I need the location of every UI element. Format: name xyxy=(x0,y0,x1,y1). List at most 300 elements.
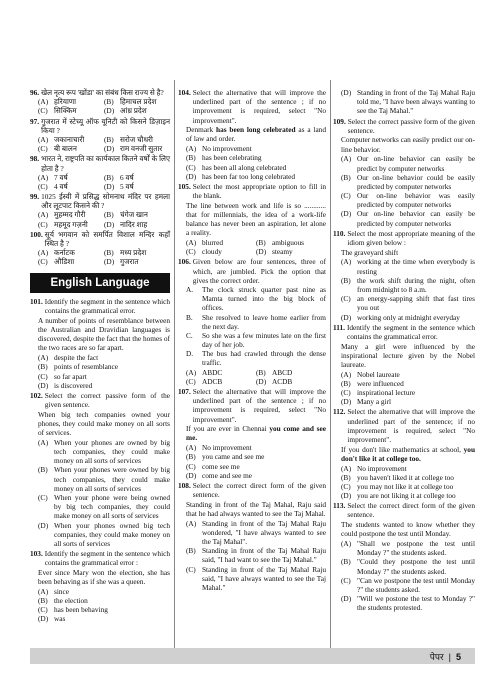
answer-option xyxy=(38,135,104,144)
answer-option xyxy=(186,153,326,162)
question-head xyxy=(333,323,475,341)
option-text: working at the time when everybody is resting xyxy=(357,257,475,276)
option-text: an energy-sapping shift that fast tires you out xyxy=(357,294,475,313)
question-head xyxy=(30,154,170,172)
answer-option xyxy=(341,388,475,397)
option-text: Many a girl xyxy=(357,397,392,407)
question-number: 102. xyxy=(30,390,43,400)
option-key: (D) xyxy=(256,376,267,386)
option-key: (B) xyxy=(341,472,351,482)
question-head xyxy=(30,391,170,409)
question-head xyxy=(30,117,170,135)
question-passage: Many a girl were influenced by the inspirational lecture given by the Nobel laureate. xyxy=(341,341,475,369)
option-text: has been far too long celebrated xyxy=(202,171,295,181)
question-number: 104. xyxy=(178,88,191,97)
option-key: (C) xyxy=(186,376,196,386)
option-key: B. xyxy=(186,312,193,322)
option-key: (D) xyxy=(341,491,352,501)
option-text: Our on-line behavior was easily predicted by computer networks xyxy=(357,191,475,210)
answer-option xyxy=(38,362,170,371)
option-text: गुजरात xyxy=(120,257,139,267)
option-text: points of resemblance xyxy=(54,362,119,372)
answer-option xyxy=(104,257,170,266)
option-key: (C) xyxy=(38,181,48,191)
option-text: has been all along celebrated xyxy=(202,162,287,172)
option-key: (D) xyxy=(341,312,352,322)
question-passage: The graveyard shift xyxy=(341,247,399,257)
option-text: steamy xyxy=(272,247,293,257)
question-number: 96. xyxy=(30,88,40,97)
option-key: (B) xyxy=(186,546,196,556)
column-divider xyxy=(330,80,331,650)
option-text: When your phones were owned by big tech companies, they could make money on all sorts of services xyxy=(54,465,170,493)
question-head xyxy=(30,88,170,97)
question xyxy=(30,230,170,267)
option-grid xyxy=(186,238,326,256)
option-text: were influenced xyxy=(357,378,404,388)
option-text: ACDB xyxy=(272,376,293,386)
option-key: (B) xyxy=(256,367,266,377)
question-text: Identify the segment in the sentence which contains the grammatical error : xyxy=(44,549,170,568)
question-head xyxy=(178,257,326,285)
option-key: (C) xyxy=(38,492,48,502)
answer-option xyxy=(186,546,326,564)
question-passage: Ever since Mary won the election, she has been behaving as if she was a queen. xyxy=(38,567,170,587)
answer-option xyxy=(186,443,326,452)
answer-option xyxy=(38,465,170,493)
answer-option xyxy=(38,353,170,362)
question-passage: Computer networks can easily predict our on-line behavior. xyxy=(341,135,475,154)
footer-page-label: पेपर | 5 xyxy=(429,652,461,662)
option-text: Standing in front of the Taj Mahal Raju said, "I had want to see the Taj Mahal." xyxy=(202,546,326,565)
question-passage: Denmark has been long celebrated as a land of law and order. xyxy=(186,125,326,144)
answer-option xyxy=(341,191,475,209)
option-key: (C) xyxy=(38,257,48,267)
option-key: (D) xyxy=(104,181,115,191)
option-text: The bus had crawled through the dense traffic. xyxy=(202,349,326,368)
question-passage: When big tech companies owned your phones, they could make money on all sorts of services. xyxy=(38,409,170,438)
answer-option xyxy=(186,172,326,181)
option-key: (B) xyxy=(38,362,48,372)
option-text: मध्य प्रदेश xyxy=(120,248,147,258)
option-key: (B) xyxy=(256,238,266,247)
option-key: (A) xyxy=(38,97,49,107)
answer-option xyxy=(341,276,475,294)
option-text: Standing in front of the Taj Mahal Raju wondered, "I have always wanted to see the Taj Mahal". xyxy=(202,518,326,546)
question-text: भारत ने, राष्ट्रपति का कार्यकाल कितने वर्षों के लिए होता है ? xyxy=(41,154,170,173)
option-key: (B) xyxy=(341,172,351,182)
question xyxy=(333,88,475,116)
answer-option xyxy=(341,576,475,594)
answer-option xyxy=(186,471,326,480)
option-key: (B) xyxy=(186,452,196,462)
answer-option xyxy=(341,257,475,275)
option-key: (D) xyxy=(186,470,197,480)
option-key: (A) xyxy=(186,367,197,377)
option-text: 4 वर्ष xyxy=(54,181,68,191)
answer-option xyxy=(186,462,326,471)
option-key: (A) xyxy=(38,353,49,363)
section-banner: English Language xyxy=(30,273,170,293)
option-key: (B) xyxy=(341,275,351,285)
question-number: 110. xyxy=(333,228,346,238)
answer-option xyxy=(104,106,170,115)
option-text: since xyxy=(54,586,69,596)
answer-option xyxy=(38,587,170,596)
question-text: 1025 ईस्वी में प्रसिद्ध सोमनाथ मंदिर पर हमला और लूटपाट किसने की ? xyxy=(41,192,170,211)
question xyxy=(178,182,326,257)
answer-option xyxy=(256,247,326,256)
option-key: (D) xyxy=(104,219,115,229)
option-text: 6 वर्ष xyxy=(120,172,134,182)
option-text: the work shift during the night, often from midnight to 8 a.m. xyxy=(357,275,475,294)
option-key: (C) xyxy=(38,371,48,381)
question-text: Select the alternative that will improve the underlined part of the sentence; if no improvement is required, select "No improvement". xyxy=(347,407,475,444)
option-text: महमूद गज़नी xyxy=(54,219,88,229)
option-text: despite the fact xyxy=(54,353,99,363)
question-head xyxy=(333,501,475,519)
answer-option xyxy=(341,557,475,575)
answer-option xyxy=(186,163,326,172)
option-key: (B) xyxy=(104,210,114,220)
option-text: so far apart xyxy=(54,371,87,381)
option-text: Our on-line behavior can easily be predicted by computer networks xyxy=(357,209,475,228)
option-key: (B) xyxy=(104,248,114,258)
question-passage: The students wanted to know whether they could postpone the test until Monday. xyxy=(341,520,475,539)
option-key: (D) xyxy=(104,144,115,154)
page-footer xyxy=(30,648,475,664)
option-key: (C) xyxy=(341,481,351,491)
english-questions-left xyxy=(30,297,170,624)
option-text: inspirational lecture xyxy=(357,388,416,397)
option-text: ABDC xyxy=(202,367,223,377)
question xyxy=(30,88,170,116)
option-key: (A) xyxy=(38,210,49,220)
option-text: you are not liking it at college too xyxy=(357,491,456,501)
option-text: No improvement xyxy=(357,463,407,473)
question-number: 97. xyxy=(30,116,40,126)
option-text: हरियाणा xyxy=(54,97,77,107)
option-text: ambiguous xyxy=(272,238,305,247)
answer-option xyxy=(341,209,475,227)
option-key: (D) xyxy=(341,209,352,219)
option-key: (C) xyxy=(38,106,48,116)
column-right xyxy=(333,88,475,614)
option-text: ABCD xyxy=(272,367,293,377)
option-key: (D) xyxy=(38,520,49,530)
answer-option xyxy=(186,238,256,247)
answer-option xyxy=(341,294,475,312)
answer-option xyxy=(38,381,170,390)
question xyxy=(178,481,326,592)
option-text: has been behaving xyxy=(54,605,108,615)
question-text: Select the alternative that will improve the underlined part of the sentence ; if no improvement is required, select "No improvement". xyxy=(192,88,326,125)
answer-option xyxy=(104,220,170,229)
question-number: 108. xyxy=(178,480,191,490)
answer-option xyxy=(38,438,170,466)
question-head xyxy=(333,229,475,247)
option-key: (C) xyxy=(186,564,196,574)
column-divider xyxy=(174,80,175,650)
question-head xyxy=(30,549,170,567)
answer-option xyxy=(256,377,326,386)
option-text: औडिशा xyxy=(54,257,75,267)
option-grid xyxy=(38,97,170,115)
option-text: Standing in front of the Taj Mahal Raju told me, "I have been always wanting to see the Taj Mahal." xyxy=(357,88,475,116)
question-text: Select the correct passive form of the given sentence. xyxy=(347,116,475,135)
answer-option xyxy=(38,372,170,381)
option-text: cloudy xyxy=(202,247,222,257)
answer-option xyxy=(341,173,475,191)
page-number: 5 xyxy=(455,652,461,662)
option-key: (A) xyxy=(341,539,352,548)
question-passage: A number of points of resemblance between the Australian and Dravidian languages is discovered, despite the fact that the homes of the two races are so far apart. xyxy=(38,315,170,353)
question-number: 103. xyxy=(30,549,43,559)
answer-option xyxy=(38,596,170,605)
answer-option xyxy=(186,285,326,313)
option-key: (A) xyxy=(341,257,352,267)
answer-option xyxy=(186,349,326,367)
option-text: आंध्र प्रदेश xyxy=(120,106,147,116)
option-key: (C) xyxy=(341,388,351,397)
answer-option xyxy=(38,605,170,614)
question xyxy=(178,257,326,386)
footer-label: पेपर xyxy=(429,652,444,662)
answer-option xyxy=(186,144,326,153)
option-key: (C) xyxy=(341,294,351,304)
question-head xyxy=(178,387,326,424)
question-number: 107. xyxy=(178,387,191,396)
option-key: (A) xyxy=(38,172,49,182)
question xyxy=(30,154,170,191)
option-text: was xyxy=(54,614,66,624)
question-head xyxy=(30,297,170,315)
option-key: (D) xyxy=(104,257,115,267)
question-number: 100. xyxy=(30,229,43,239)
option-text: No improvement xyxy=(202,443,252,453)
option-key: (D) xyxy=(341,594,352,604)
answer-option xyxy=(186,377,256,386)
answer-option xyxy=(341,491,475,500)
option-grid xyxy=(38,210,170,228)
option-text: Nobel laureate xyxy=(357,369,400,379)
option-key: (A) xyxy=(341,154,352,164)
answer-option xyxy=(186,331,326,349)
column-middle xyxy=(178,88,326,593)
answer-option xyxy=(104,248,170,257)
option-key: (A) xyxy=(38,134,49,144)
option-grid xyxy=(186,368,326,386)
answer-option xyxy=(341,397,475,406)
question-text: Select the correct direct form of the given sentence. xyxy=(192,480,326,500)
answer-option xyxy=(341,594,475,612)
option-text: So she was a few minutes late on the first day of her job. xyxy=(202,330,326,350)
answer-option xyxy=(38,144,104,153)
answer-option xyxy=(341,154,475,172)
question-passage: The line between work and life is so ............ that for millennials, the idea of a work-life balance has never been an aspiration, let alone a reality. xyxy=(186,200,326,238)
question-text: खेल नृत्य रूप 'खोंडा' का संबंध किस राज्य से है? xyxy=(41,88,164,97)
question xyxy=(178,88,326,181)
option-key: (A) xyxy=(341,463,352,473)
option-key: (C) xyxy=(186,461,196,471)
answer-option xyxy=(341,370,475,379)
question-number: 105. xyxy=(178,181,191,191)
option-key: (A) xyxy=(186,443,197,453)
question-head xyxy=(178,182,326,200)
answer-option xyxy=(104,144,170,153)
option-key: (D) xyxy=(38,380,49,390)
answer-option xyxy=(104,97,170,106)
option-key: (D) xyxy=(341,88,352,97)
answer-option xyxy=(341,88,475,116)
question-number: 99. xyxy=(30,192,40,202)
question-text: Select the most appropriate option to fill in the blank. xyxy=(192,181,326,201)
answer-option xyxy=(341,473,475,482)
option-key: (A) xyxy=(186,518,197,528)
question-head xyxy=(333,117,475,135)
question-text: सूर्य भगवान को समर्पित विशाल मन्दिर कहाँ स्थित है ? xyxy=(44,229,170,248)
option-key: C. xyxy=(186,330,193,340)
option-text: चंगेज खान xyxy=(120,210,148,220)
question-text: Select the correct passive form of the given sentence. xyxy=(44,390,170,410)
question-text: Select the correct direct form of the given sentence. xyxy=(347,501,475,520)
answer-option xyxy=(38,614,170,623)
option-key: (D) xyxy=(104,106,115,116)
answer-option xyxy=(38,97,104,106)
question xyxy=(333,229,475,322)
option-key: (C) xyxy=(38,605,48,615)
question-text: Select the alternative that will improve the underlined part of the sentence ; if no improvement is required, select "No improvement". xyxy=(192,387,326,424)
option-text: No improvement xyxy=(202,144,252,154)
option-key: (A) xyxy=(186,238,197,247)
option-text: The clock struck quarter past nine as Mamta turned into the big block of offices. xyxy=(202,284,326,313)
option-text: "Will we postone the test to Monday ?" the students protested. xyxy=(357,594,475,613)
option-key: (A) xyxy=(38,437,49,447)
question-number: 111. xyxy=(333,322,345,332)
option-text: नादिर शाह xyxy=(120,219,148,229)
question xyxy=(30,192,170,229)
option-text: सिक्किम xyxy=(54,106,77,116)
option-text: "Could they postpone the test until Monday ?" the students asked. xyxy=(357,557,475,576)
answer-option xyxy=(341,539,475,557)
answer-option xyxy=(341,482,475,491)
option-key: (B) xyxy=(341,378,351,388)
option-text: बी बालन xyxy=(54,144,77,154)
question-number: 112. xyxy=(333,407,346,417)
option-key: (A) xyxy=(186,144,197,154)
option-key: (A) xyxy=(38,586,49,596)
option-text: जकानाचारी xyxy=(54,134,85,144)
question-text: गुजरात में स्टेच्यू ऑफ यूनिटी को किसने डिज़ाइन किया ? xyxy=(41,116,170,135)
option-text: you came and see me xyxy=(202,452,265,462)
option-text: सरोज चौधरी xyxy=(120,134,153,144)
option-key: D. xyxy=(186,349,194,359)
option-text: 5 वर्ष xyxy=(120,181,134,191)
answer-option xyxy=(186,519,326,547)
answer-option xyxy=(38,173,104,182)
option-key: (D) xyxy=(186,171,197,181)
option-text: come see me xyxy=(202,461,240,471)
question xyxy=(333,501,475,612)
option-key: (D) xyxy=(38,614,49,624)
option-text: मुहम्मद गौरी xyxy=(54,210,86,220)
answer-option xyxy=(38,210,104,219)
option-text: When your phones owned big tech companies, they could make money on all sorts of services xyxy=(54,520,170,548)
option-key: (C) xyxy=(341,575,351,585)
question xyxy=(333,117,475,228)
question-number: 98. xyxy=(30,154,40,164)
option-key: (C) xyxy=(186,162,196,172)
option-key: (B) xyxy=(104,134,114,144)
answer-option xyxy=(38,257,104,266)
option-grid xyxy=(38,173,170,191)
option-key: (A) xyxy=(341,369,352,379)
option-key: (B) xyxy=(186,153,196,163)
option-key: (A) xyxy=(38,248,49,258)
question-number: 113. xyxy=(333,501,346,511)
option-text: When your phone were being owned by big tech companies, they could make money on all sorts of services xyxy=(54,492,170,521)
answer-option xyxy=(38,220,104,229)
option-key: (B) xyxy=(341,557,351,567)
question-passage: Standing in front of the Taj Mahal, Raju said that he had always wanted to see the Taj Mahal. xyxy=(186,499,326,518)
option-grid xyxy=(38,248,170,266)
answer-option xyxy=(186,368,256,377)
answer-option xyxy=(38,521,170,549)
answer-option xyxy=(38,493,170,521)
option-text: When your phones are owned by big tech companies, they could make money on all sorts of services xyxy=(54,437,170,466)
option-key: (C) xyxy=(38,144,48,154)
answer-option xyxy=(186,247,256,256)
option-key: (C) xyxy=(341,191,351,201)
answer-option xyxy=(186,313,326,331)
answer-option xyxy=(104,210,170,219)
option-text: Standing in front of the Taj Mahal Raju said, "I have always wanted to see the Taj Mahal." xyxy=(202,564,326,592)
answer-option xyxy=(186,565,326,593)
option-key: (D) xyxy=(341,397,352,407)
option-text: Our on-line behavior could be easily predicted by computer networks xyxy=(357,172,475,191)
option-grid xyxy=(38,135,170,153)
question-head xyxy=(30,192,170,210)
answer-option xyxy=(104,135,170,144)
option-key: (C) xyxy=(186,247,196,257)
option-key: (C) xyxy=(38,219,48,229)
answer-option xyxy=(341,313,475,322)
option-text: the election xyxy=(54,596,88,606)
answer-option xyxy=(38,106,104,115)
option-text: has been celebrating xyxy=(202,153,262,163)
question-text: Identify the segment in the sentence which contains the grammatical error. xyxy=(44,297,170,316)
answer-option xyxy=(256,238,326,247)
question xyxy=(333,323,475,407)
option-text: "Shall we postpone the test until Monday ?" the students asked. xyxy=(357,539,475,558)
option-key: (B) xyxy=(104,172,114,182)
question xyxy=(30,117,170,154)
option-text: ADCB xyxy=(202,376,223,386)
question xyxy=(30,549,170,624)
answer-option xyxy=(104,182,170,191)
option-text: "Can we postpone the test until Monday ?" the students asked. xyxy=(357,575,475,594)
question-text: Select the most appropriate meaning of the idiom given below : xyxy=(347,228,475,247)
answer-option xyxy=(38,248,104,257)
question-number: 109. xyxy=(333,116,346,126)
question-text: Identify the segment in the sentence which contains the grammatical error. xyxy=(346,322,475,341)
hindi-questions xyxy=(30,88,170,267)
column-left xyxy=(30,88,170,625)
option-key: A. xyxy=(186,284,194,294)
option-text: you may not like it at college too xyxy=(357,481,454,491)
option-key: (D) xyxy=(256,247,267,257)
option-text: राम वनजी सुतार xyxy=(120,144,163,154)
